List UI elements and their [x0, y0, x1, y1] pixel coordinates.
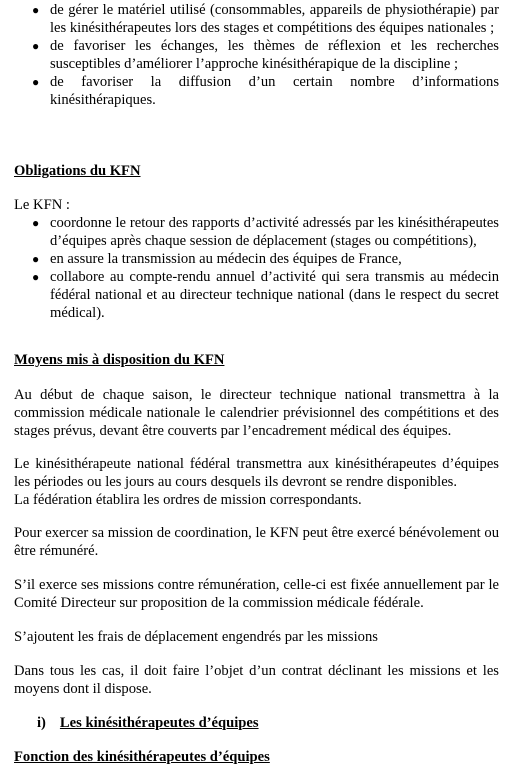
obligations-title: Obligations du KFN: [14, 163, 141, 179]
list-item: ● de favoriser les échanges, les thèmes de réflexion et les recherches susceptibles d’améliorer l’approche kinésithérapique de la discipline ;: [32, 38, 499, 72]
list-item: ● collabore au compte-rendu annuel d’activité qui sera transmis au médecin fédéral national et au directeur technique national (dans le respect du secret médical).: [32, 269, 499, 321]
moyens-title: Moyens mis à disposition du KFN: [14, 352, 225, 368]
moyens-paragraph-2: [14, 455, 499, 509]
moyens-paragraph-6: Dans tous les cas, il doit faire l’objet d’un contrat déclinant les missions et les moyens dont il dispose.: [14, 663, 499, 697]
obligations-bullet-list: [0, 214, 515, 322]
moyens-paragraph-4: S’il exerce ses missions contre rémunération, celle-ci est fixée annuellement par le Comité Directeur sur proposition de la commission médicale fédérale.: [14, 577, 499, 611]
bullet-icon: ●: [32, 270, 40, 284]
bullet-icon: ●: [32, 216, 40, 230]
subsection-heading: [37, 714, 259, 732]
moyens-paragraph-2-text: La fédération établira les ordres de mission correspondants.: [14, 492, 362, 508]
bullet-icon: ●: [32, 252, 40, 266]
list-item: ● en assure la transmission au médecin des équipes de France,: [32, 251, 402, 267]
bullet-icon: ●: [32, 3, 40, 17]
subsection-title: Les kinésithérapeutes d’équipes: [59, 715, 259, 731]
moyens-paragraph-5: S’ajoutent les frais de déplacement engendrés par les missions: [14, 629, 378, 645]
intro-bullet-list: [0, 1, 515, 109]
list-item: ● de gérer le matériel utilisé (consommables, appareils de physiothérapie) par les kinésithérapeutes lors des stages et compétitions des équipes nationales ;: [32, 2, 499, 36]
fonction-title: Fonction des kinésithérapeutes d’équipes: [14, 749, 270, 765]
subsection-number: i): [37, 715, 46, 731]
moyens-paragraph-1: Au début de chaque saison, le directeur technique national transmettra à la commission médicale nationale le calendrier prévisionnel des compétitions et des stages prévus, devant être couverts par l’encadrement médical des équipes.: [14, 387, 499, 439]
obligations-lead: Le KFN :: [14, 197, 70, 213]
bullet-icon: ●: [32, 75, 40, 89]
list-item: ● coordonne le retour des rapports d’activité adressés par les kinésithérapeutes d’équipes après chaque session de déplacement (stages ou compétitions),: [32, 215, 499, 249]
moyens-paragraph-2-text: Le kinésithérapeute national fédéral transmettra aux kinésithérapeutes d’équipes les périodes ou les jours au cours desquels ils devront se rendre disponibles.: [14, 456, 499, 490]
list-item: ● de favoriser la diffusion d’un certain nombre d’informations kinésithérapiques.: [32, 74, 499, 108]
moyens-paragraph-3: Pour exercer sa mission de coordination, le KFN peut être exercé bénévolement ou être rémunéré.: [14, 525, 499, 559]
bullet-icon: ●: [32, 39, 40, 53]
